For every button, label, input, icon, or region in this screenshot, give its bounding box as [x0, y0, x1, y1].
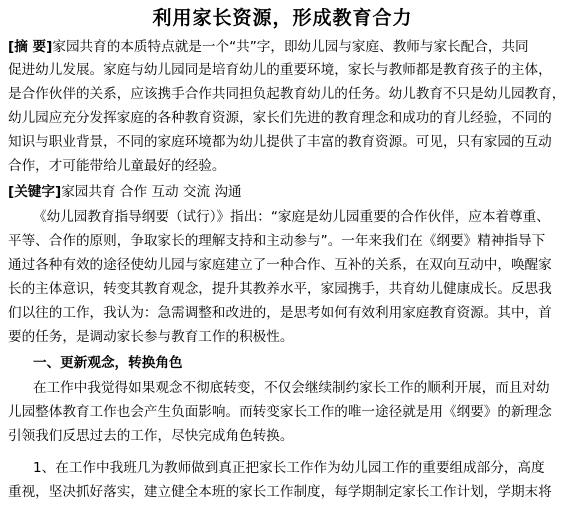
abstract-line-2: 促进幼儿发展。家庭与幼儿园同是培育幼儿的重要环境，家长与教师都是教育孩子的主体，	[8, 62, 552, 78]
section-1-heading: 一、更新观念，转换角色	[33, 355, 183, 371]
section-1-line-2: 儿园整体教育工作也会产生负面影响。而转变家长工作的唯一途径就是用《纲要》的新理念	[8, 404, 552, 420]
section-1-line-1: 在工作中我觉得如果观念不彻底转变，不仅会继续制约家长工作的顺利开展，而且对幼	[33, 380, 550, 396]
keywords-line	[8, 182, 242, 202]
abstract-label: [摘 要]	[8, 39, 53, 55]
intro-line-3: 通过各种有效的途径使幼儿园与家庭建立了一种合作、互补的关系，在双向互动中，唤醒家	[8, 257, 552, 273]
item-1-line-1: 1、在工作中我班几为教师做到真正把家长工作作为幼儿园工作的重要组成部分，高度	[33, 460, 545, 476]
intro-line-1: 《幼儿园教育指导纲要（试行）》指出：“家庭是幼儿园重要的合作伙伴，应本着尊重、	[33, 209, 550, 225]
keywords-text: 家园共育 合作 互动 交流 沟通	[61, 184, 242, 200]
abstract-text: 家园共育的本质特点就是一个“共”字，即幼儿园与家庭、教师与家长配合，共同	[52, 39, 529, 55]
document-title: 利用家长资源，形成教育合力	[152, 7, 413, 29]
abstract-line-6: 合作，才可能带给儿童最好的经验。	[8, 158, 226, 174]
intro-line-4: 长的主体意识，转变其教育观念，提升其教养水平，家园携手，共育幼儿健康成长。反思我	[8, 281, 552, 297]
intro-line-2: 平等、合作的原则，争取家长的理解支持和主动参与”。一年来我们在《纲要》精神指导下	[8, 233, 546, 249]
abstract-line-5: 知识与职业背景，不同的家庭环境都为幼儿提供了丰富的教育资源。可见，只有家园的互动	[8, 134, 552, 150]
section-1-line-3: 引领我们反思过去的工作，尽快完成角色转换。	[8, 428, 294, 444]
intro-line-6: 要的任务，是调动家长参与教育工作的积极性。	[8, 329, 294, 345]
abstract-line-1	[8, 37, 529, 57]
abstract-line-3: 是合作伙伴的关系，应该携手合作共同担负起教育幼儿的任务。幼儿教育不只是幼儿园教育，	[8, 86, 565, 102]
keywords-label: [关键字]	[8, 184, 62, 200]
item-1-line-2: 重视，坚决抓好落实，建立健全本班的家长工作制度，每学期制定家长工作计划，学期末将	[8, 484, 552, 500]
intro-line-5: 们以往的工作，我认为：急需调整和改进的，是思考如何有效利用家庭教育资源。其中，首	[8, 305, 552, 321]
abstract-line-4: 幼儿园应充分发挥家庭的各种教育资源，家长们先进的教育理念和成功的育儿经验，不同的	[8, 110, 552, 126]
